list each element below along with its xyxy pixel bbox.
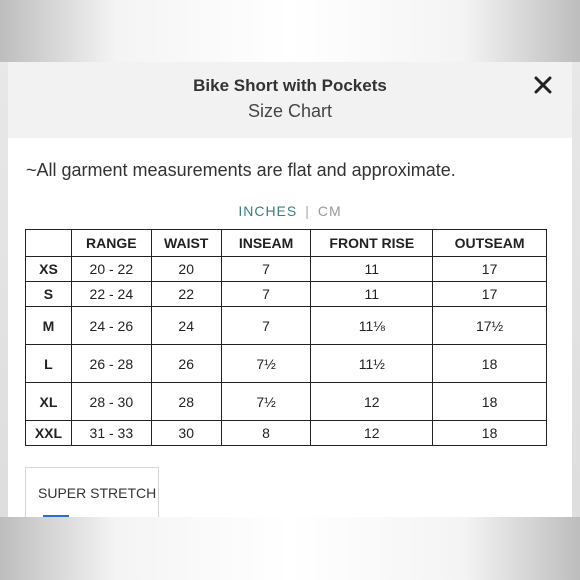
table-cell: 11½	[311, 345, 433, 383]
table-cell: 20	[151, 257, 221, 282]
table-row	[26, 345, 547, 383]
table-row	[26, 383, 547, 421]
unit-separator: |	[305, 203, 310, 219]
stretch-indicator	[25, 467, 159, 517]
table-cell: 20 - 22	[71, 257, 151, 282]
table-cell: 26	[151, 345, 221, 383]
table-cell: 24 - 26	[71, 307, 151, 345]
size-chart-modal	[8, 62, 572, 517]
modal-title: Bike Short with Pockets	[193, 76, 387, 95]
table-cell: 31 - 33	[71, 421, 151, 446]
table-cell: 17½	[433, 307, 547, 345]
table-cell: 18	[433, 421, 547, 446]
table-cell: 17	[433, 282, 547, 307]
table-header: FRONT RISE	[311, 230, 433, 257]
stretch-level-bar	[43, 515, 69, 517]
table-row	[26, 257, 547, 282]
table-cell: 11⅛	[311, 307, 433, 345]
table-cell: 11	[311, 282, 433, 307]
close-button[interactable]	[528, 70, 558, 100]
background-bottom	[0, 517, 580, 580]
stretch-label: SUPER STRETCH	[38, 485, 157, 501]
table-cell: 7½	[221, 345, 311, 383]
measurement-note: ~All garment measurements are flat and approximate.	[26, 160, 456, 180]
table-cell-size: S	[26, 282, 72, 307]
table-cell-size: XL	[26, 383, 72, 421]
size-chart-table	[25, 229, 547, 446]
table-row	[26, 307, 547, 345]
table-cell-size: XS	[26, 257, 72, 282]
table-cell: 17	[433, 257, 547, 282]
table-cell-size: L	[26, 345, 72, 383]
table-row	[26, 282, 547, 307]
table-header: OUTSEAM	[433, 230, 547, 257]
modal-subtitle: Size Chart	[247, 101, 333, 121]
unit-inches-button[interactable]: INCHES	[238, 203, 298, 219]
table-cell: 7	[221, 257, 311, 282]
table-row	[26, 421, 547, 446]
table-header: RANGE	[71, 230, 151, 257]
table-cell: 26 - 28	[71, 345, 151, 383]
close-icon	[534, 76, 552, 94]
table-cell-size: XXL	[26, 421, 72, 446]
background-top	[0, 0, 580, 62]
table-cell: 22 - 24	[71, 282, 151, 307]
table-cell: 8	[221, 421, 311, 446]
table-cell: 7½	[221, 383, 311, 421]
table-header	[26, 230, 72, 257]
table-cell: 30	[151, 421, 221, 446]
table-cell: 7	[221, 282, 311, 307]
table-cell: 22	[151, 282, 221, 307]
unit-toggle	[8, 203, 572, 219]
table-cell: 11	[311, 257, 433, 282]
table-header: WAIST	[151, 230, 221, 257]
table-header-row	[26, 230, 547, 257]
table-header: INSEAM	[221, 230, 311, 257]
table-cell: 18	[433, 383, 547, 421]
table-cell: 7	[221, 307, 311, 345]
modal-header	[8, 62, 572, 138]
table-cell: 18	[433, 345, 547, 383]
unit-cm-button[interactable]: CM	[317, 203, 342, 219]
table-cell: 12	[311, 421, 433, 446]
table-cell: 28	[151, 383, 221, 421]
table-cell: 28 - 30	[71, 383, 151, 421]
table-cell: 24	[151, 307, 221, 345]
table-cell-size: M	[26, 307, 72, 345]
table-cell: 12	[311, 383, 433, 421]
